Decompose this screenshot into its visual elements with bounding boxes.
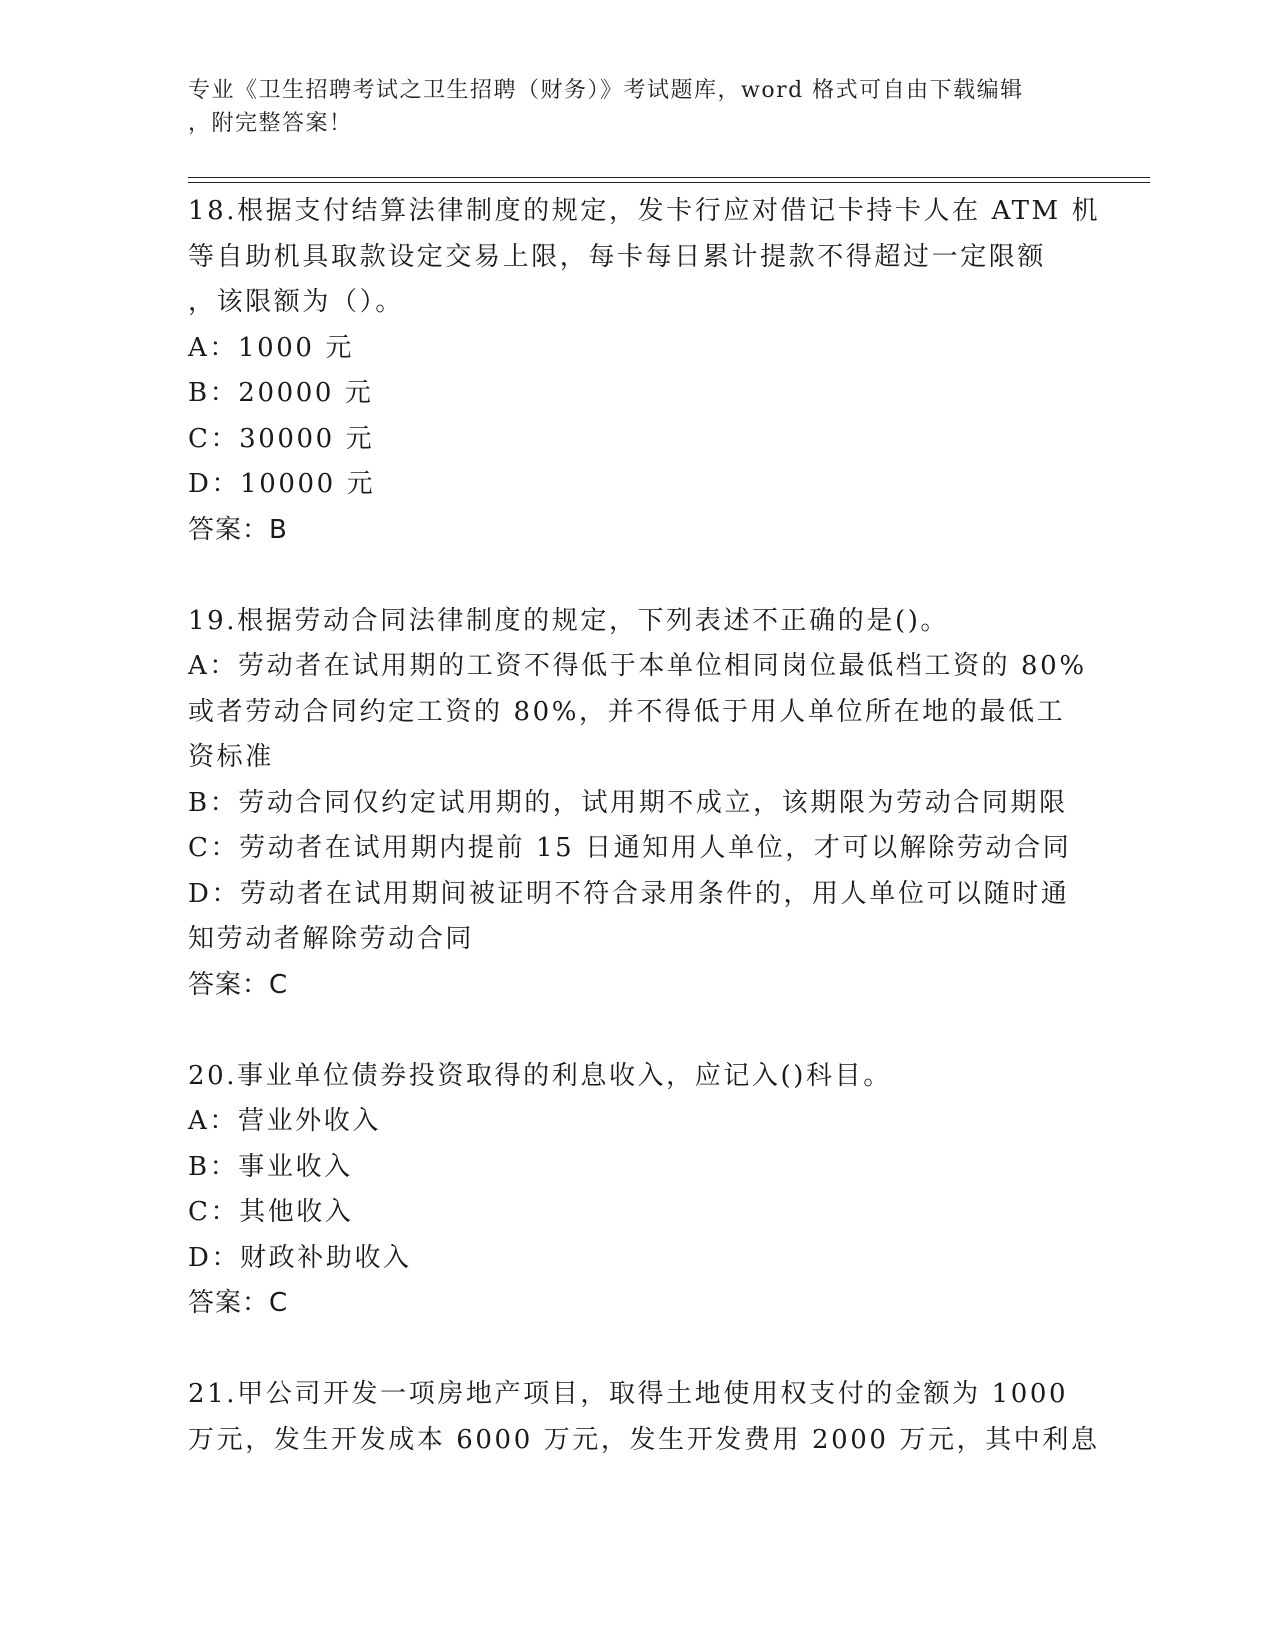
option-d: D：财政补助收入 [188,1242,412,1273]
question-stem-line: 20.事业单位债券投资取得的利息收入，应记入()科目。 [188,1060,892,1091]
question-20 [188,1054,1088,1327]
header-line: 专业《卫生招聘考试之卫生招聘（财务）》考试题库，word 格式可自由下载编辑 [188,78,1024,103]
option-a-continued: 资标准 [188,742,274,772]
question-list [188,189,1101,1463]
option-d: D：10000 元 [188,469,376,499]
spacer [188,553,1088,599]
answer-label: 答案：C [188,1288,289,1318]
option-c: C：30000 元 [188,423,375,454]
option-b: B：劳动合同仅约定试用期的，试用期不成立，该期限为劳动合同期限 [188,787,1068,818]
option-d-continued: 知劳动者解除劳动合同 [188,924,475,954]
question-21 [188,1372,1100,1463]
header-divider [188,177,1150,178]
question-stem-line: ，该限额为（）。 [188,287,404,317]
header-divider [188,182,1150,183]
question-stem-line: 21.甲公司开发一项房地产项目，取得土地使用权支付的金额为 1000 [188,1379,1069,1409]
option-c: C：劳动者在试用期内提前 15 日通知用人单位，才可以解除劳动合同 [188,833,1072,863]
question-19 [188,599,1088,1009]
option-b: B：事业收入 [188,1151,353,1182]
option-a: A：1000 元 [188,332,355,363]
question-stem-line: 19.根据劳动合同法律制度的规定，下列表述不正确的是()。 [188,605,950,636]
question-18 [188,189,1101,553]
option-b: B：20000 元 [188,378,374,408]
answer-label: 答案：C [188,969,289,1000]
document-header [188,74,1068,140]
option-a-continued: 或者劳动合同约定工资的 80%，并不得低于用人单位所在地的最低工 [188,696,1066,727]
spacer [188,1008,1088,1054]
spacer [188,1327,1088,1373]
answer-label: 答案：B [188,514,288,545]
option-c: C：其他收入 [188,1197,354,1227]
option-a: A：营业外收入 [188,1106,381,1136]
question-stem-line: 18.根据支付结算法律制度的规定，发卡行应对借记卡持卡人在 ATM 机 [188,196,1101,226]
question-stem-line: 万元，发生开发成本 6000 万元，发生开发费用 2000 万元，其中利息 [188,1424,1100,1455]
option-a: A：劳动者在试用期的工资不得低于本单位相同岗位最低档工资的 80% [188,651,1087,681]
header-line: ，附完整答案！ [188,111,353,136]
option-d: D：劳动者在试用期间被证明不符合录用条件的，用人单位可以随时通 [188,878,1070,909]
question-stem-line: 等自助机具取款设定交易上限，每卡每日累计提款不得超过一定限额 [188,241,1047,272]
